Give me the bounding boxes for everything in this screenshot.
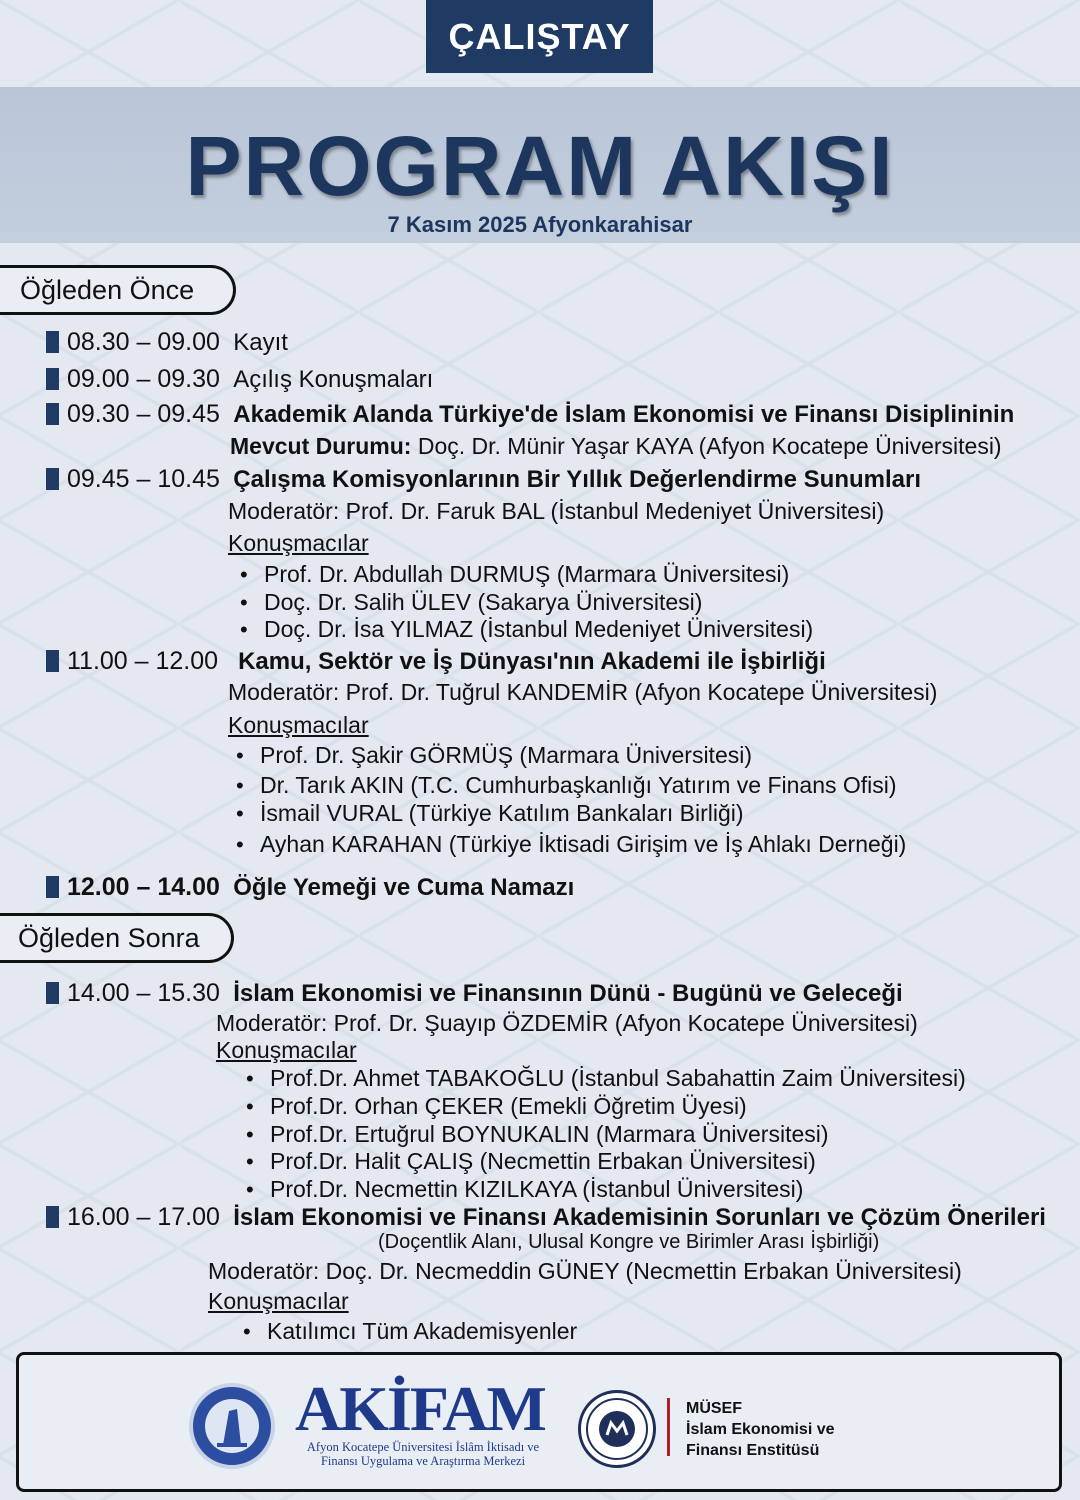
session-cooperation <box>46 647 826 676</box>
date-location: 7 Kasım 2025 Afyonkarahisar <box>387 212 693 237</box>
speaker-item: • Katılımcı Tüm Akademisyenler <box>243 1318 577 1345</box>
session-academic-status <box>46 400 1014 429</box>
session-problems <box>46 1203 1046 1232</box>
section-morning-label: Öğleden Önce <box>0 265 236 315</box>
moderator: Moderatör: Prof. Dr. Şuayıp ÖZDEMİR (Afyon Kocatepe Üniversitesi) <box>216 1010 918 1036</box>
session-time: 08.30 – 09.00 <box>67 328 220 356</box>
session-commissions <box>46 465 921 494</box>
session-past-future <box>46 979 903 1008</box>
speaker-item: • Prof. Dr. Şakir GÖRMÜŞ (Marmara Üniversitesi) <box>236 742 752 769</box>
musef-institute-name <box>686 1398 835 1461</box>
session-title: Öğle Yemeği ve Cuma Namazı <box>233 874 575 901</box>
bullet-bar <box>46 1206 59 1228</box>
speaker-item: • Doç. Dr. Salih ÜLEV (Sakarya Üniversitesi) <box>240 589 702 616</box>
speaker-item: • Prof.Dr. Halit ÇALIŞ (Necmettin Erbakan Üniversitesi) <box>246 1148 816 1175</box>
speaker-item: • Prof.Dr. Orhan ÇEKER (Emekli Öğretim Üyesi) <box>246 1093 747 1120</box>
musef-line: İslam Ekonomisi ve <box>686 1421 835 1438</box>
session-time: 12.00 – 14.00 <box>67 873 220 901</box>
speaker-item: • İsmail VURAL (Türkiye Katılım Bankaları Birliği) <box>236 800 744 827</box>
university-seal-icon <box>193 1387 271 1465</box>
session-time: 16.00 – 17.00 <box>67 1203 220 1231</box>
session-title: Kayıt <box>233 329 288 356</box>
bullet-bar <box>46 982 59 1004</box>
session-title: Kamu, Sektör ve İş Dünyası'nın Akademi ile İşbirliği <box>238 648 826 675</box>
akifam-subtitle: Afyon Kocatepe Üniversitesi İslâm İktisadı ve Finansı Uygulama ve Araştırma Merkezi <box>306 1440 540 1468</box>
speaker-item: • Dr. Tarık AKIN (T.C. Cumhurbaşkanlığı Yatırım ve Finans Ofisi) <box>236 772 897 799</box>
event-type-badge: ÇALIŞTAY <box>426 0 653 73</box>
akifam-logo-text: AKİFAM <box>295 1373 545 1444</box>
speaker-line: Doç. Dr. Münir Yaşar KAYA (Afyon Kocatepe Üniversitesi) <box>411 433 1002 459</box>
session-note: (Doçentlik Alanı, Ulusal Kongre ve Birimler Arası İşbirliği) <box>378 1231 880 1253</box>
speaker-item: • Prof. Dr. Abdullah DURMUŞ (Marmara Üniversitesi) <box>240 561 789 588</box>
page-title: PROGRAM AKIŞI <box>185 119 895 213</box>
speaker-item: • Prof.Dr. Ahmet TABAKOĞLU (İstanbul Sabahattin Zaim Üniversitesi) <box>246 1065 966 1092</box>
section-afternoon-label: Öğleden Sonra <box>0 913 234 963</box>
marmara-university-logo <box>578 1390 656 1468</box>
speaker-item: • Doç. Dr. İsa YILMAZ (İstanbul Medeniyet Üniversitesi) <box>240 616 813 643</box>
moderator: Moderatör: Prof. Dr. Faruk BAL (İstanbul Medeniyet Üniversitesi) <box>228 498 885 524</box>
speakers-label: Konuşmacılar <box>216 1037 357 1063</box>
session-title: Çalışma Komisyonlarının Bir Yıllık Değerlendirme Sunumları <box>233 466 922 493</box>
moderator: Moderatör: Doç. Dr. Necmeddin GÜNEY (Necmettin Erbakan Üniversitesi) <box>208 1258 962 1284</box>
musef-line: Finansı Enstitüsü <box>686 1442 820 1459</box>
speakers-label: Konuşmacılar <box>228 530 369 556</box>
speakers-label: Konuşmacılar <box>228 712 369 738</box>
bullet-bar <box>46 331 59 353</box>
session-time: 09.30 – 09.45 <box>67 400 220 428</box>
speakers-label: Konuşmacılar <box>208 1288 349 1314</box>
session-title: İslam Ekonomisi ve Finansının Dünü - Bugünü ve Geleceği <box>233 980 903 1007</box>
afyon-kocatepe-university-logo <box>189 1383 275 1469</box>
session-time: 09.45 – 10.45 <box>67 465 220 493</box>
session-registration <box>46 328 288 357</box>
speaker-item: • Ayhan KARAHAN (Türkiye İktisadi Girişim ve İş Ahlakı Derneği) <box>236 831 906 858</box>
session-time: 09.00 – 09.30 <box>67 365 220 393</box>
speaker-item: • Prof.Dr. Necmettin KIZILKAYA (İstanbul Üniversitesi) <box>246 1176 803 1203</box>
session-opening <box>46 365 433 394</box>
session-title-continued <box>230 433 1002 460</box>
university-seal-icon <box>581 1393 653 1465</box>
session-title-bold: Mevcut Durumu: <box>230 433 412 459</box>
moderator: Moderatör: Prof. Dr. Tuğrul KANDEMİR (Afyon Kocatepe Üniversitesi) <box>228 679 938 705</box>
bullet-bar <box>46 468 59 490</box>
bullet-bar <box>46 650 59 672</box>
session-lunch <box>46 873 574 902</box>
session-time: 11.00 – 12.00 <box>67 647 219 675</box>
session-title: Akademik Alanda Türkiye'de İslam Ekonomisi ve Finansı Disiplininin <box>233 401 1015 428</box>
bullet-bar <box>46 876 59 898</box>
speaker-item: • Prof.Dr. Ertuğrul BOYNUKALIN (Marmara Üniversitesi) <box>246 1121 829 1148</box>
bullet-bar <box>46 368 59 390</box>
session-time: 14.00 – 15.30 <box>67 979 220 1007</box>
divider-line <box>667 1398 670 1456</box>
session-title: Açılış Konuşmaları <box>233 366 434 393</box>
bullet-bar <box>46 403 59 425</box>
musef-line: MÜSEF <box>686 1400 742 1417</box>
session-title: İslam Ekonomisi ve Finansı Akademisinin Sorunları ve Çözüm Önerileri <box>233 1204 1046 1231</box>
